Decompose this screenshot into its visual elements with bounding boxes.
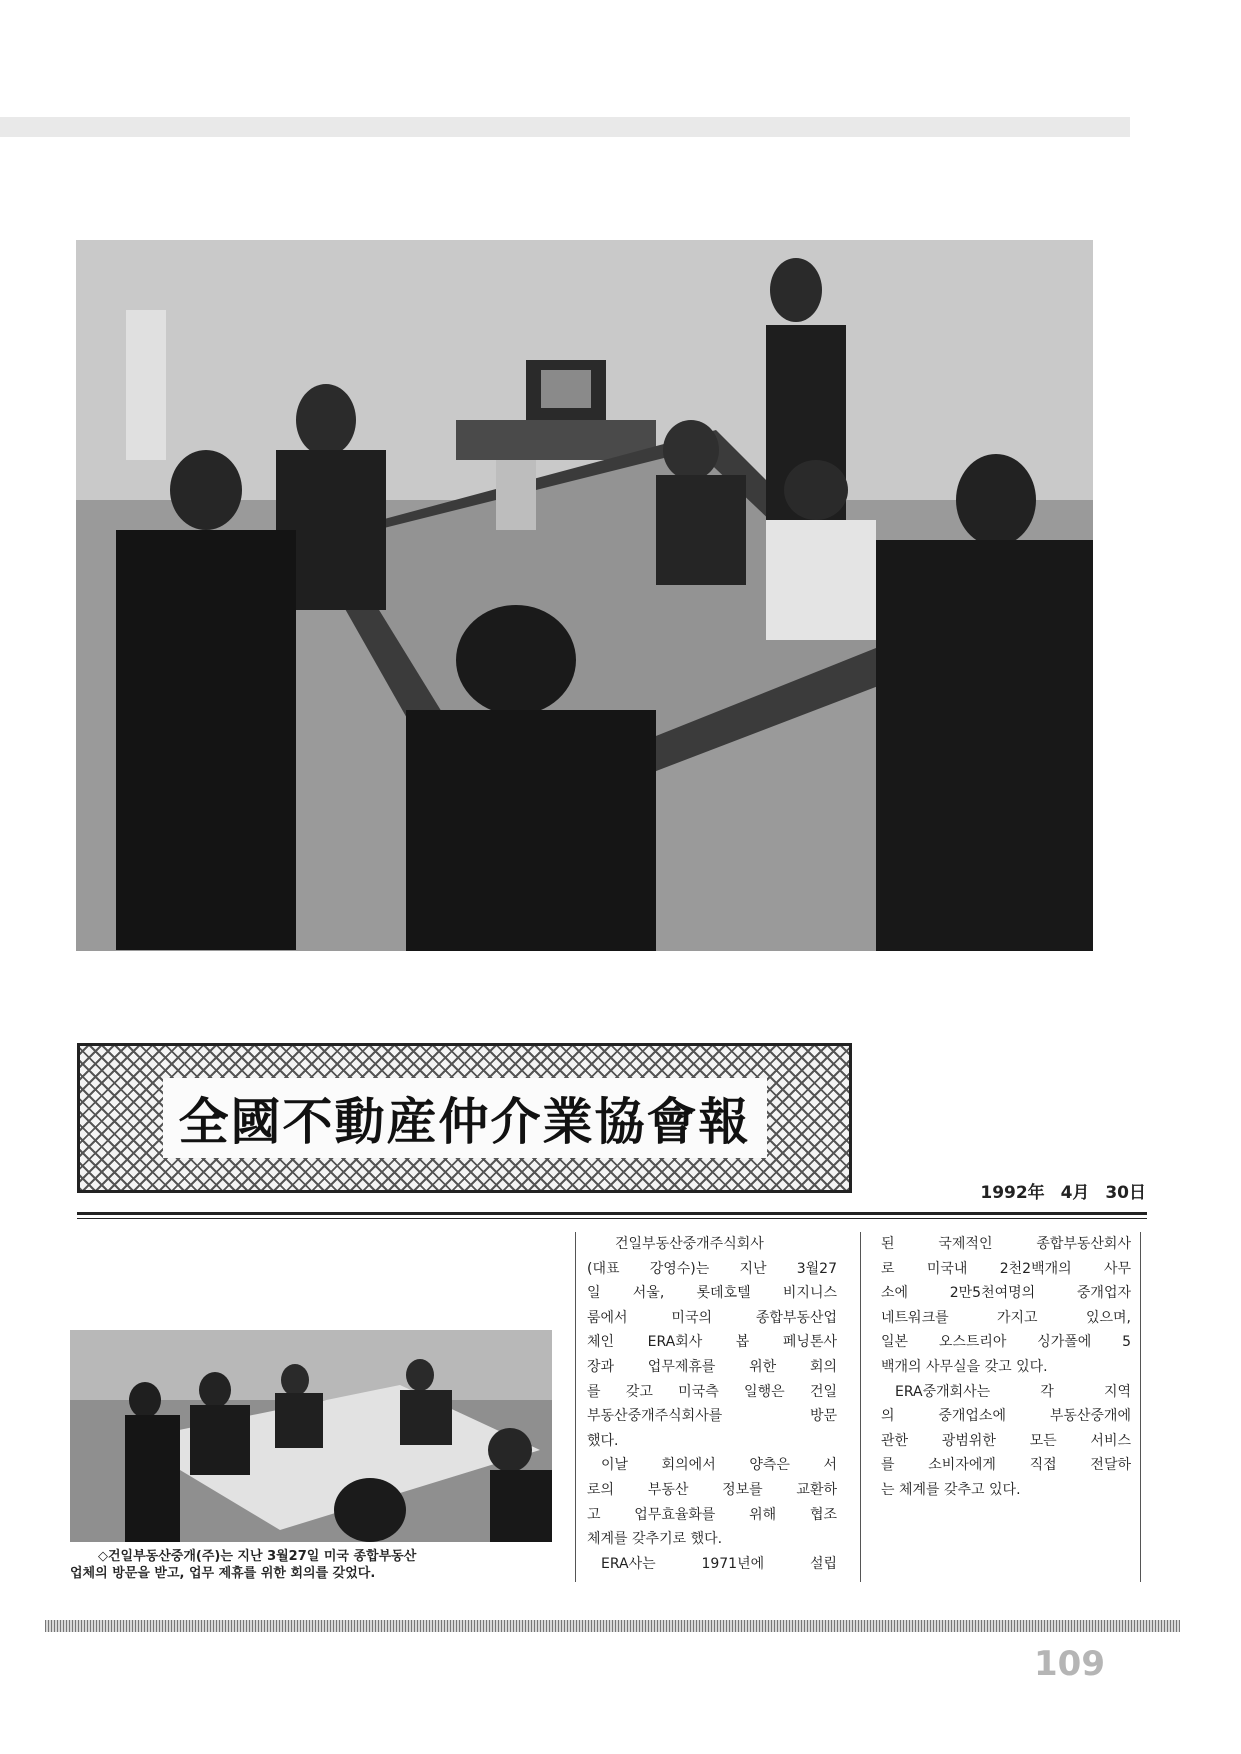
newspaper-masthead <box>77 1043 852 1193</box>
article-line: 백개의 사무실을 갖고 있다. <box>881 1358 1048 1375</box>
article-column-1 <box>587 1232 837 1576</box>
column-rule <box>575 1232 576 1582</box>
article-line: 된 국제적인 종합부동산회사 <box>881 1236 1131 1252</box>
article-line: 네트워크를 가지고 있으며, <box>881 1309 1131 1326</box>
bottom-pattern-band <box>45 1620 1180 1632</box>
header-rule <box>77 1212 1147 1215</box>
top-gray-band <box>0 117 1130 137</box>
article-line: 건일부동산중개주식회사 <box>615 1236 764 1252</box>
article-line: 를 소비자에게 직접 전달하 <box>881 1457 1131 1474</box>
article-line: 소에 2만5천여명의 중개업자 <box>881 1285 1131 1302</box>
header-rule-thin <box>77 1218 1147 1219</box>
issue-date: 1992年 4月 30日 <box>980 1183 1146 1203</box>
article-column-2 <box>881 1232 1131 1503</box>
article-line: 룸에서 미국의 종합부동산업 <box>587 1309 837 1326</box>
article-line: 로의 부동산 정보를 교환하 <box>587 1481 837 1498</box>
article-line: 체계를 갖추기로 했다. <box>587 1531 723 1548</box>
photo-caption <box>70 1548 566 1582</box>
article-line: ERA중개회사는 각 지역 <box>895 1383 1131 1400</box>
article-line: 장과 업무제휴를 위한 회의 <box>587 1358 837 1375</box>
meeting-photo-large <box>76 240 1093 951</box>
caption-line: 업체의 방문을 받고, 업무 제휴를 위한 회의를 갖었다. <box>70 1566 376 1581</box>
caption-line: ◇건일부동산중개(주)는 지난 3월27일 미국 종합부동산 <box>98 1549 417 1564</box>
newspaper-title: 全國不動産仲介業協會報 <box>163 1078 767 1158</box>
column-rule <box>860 1232 861 1582</box>
article-line: 체인 ERA회사 봅 페닝톤사 <box>587 1334 837 1351</box>
article-line: 의 중개업소에 부동산중개에 <box>881 1408 1131 1425</box>
column-rule <box>1140 1232 1141 1582</box>
article-line: 일 서울, 롯데호텔 비지니스 <box>587 1285 837 1302</box>
page-number: 109 <box>1034 1644 1105 1684</box>
article-line: 일본 오스트리아 싱가폴에 5 <box>881 1334 1131 1351</box>
meeting-photo-small-image <box>70 1330 552 1542</box>
article-line: 를 갖고 미국측 일행은 건일 <box>587 1383 837 1400</box>
article-line: ERA사는 1971년에 설립 <box>601 1555 837 1572</box>
article-line: 했다. <box>587 1432 619 1449</box>
article-line: 고 업무효율화를 위해 협조 <box>587 1506 837 1523</box>
article-line: 이날 회의에서 양측은 서 <box>601 1457 837 1474</box>
article-line: 는 체계를 갖추고 있다. <box>881 1481 1021 1498</box>
article-line: (대표 강영수)는 지난 3월27 <box>587 1260 837 1277</box>
article-line: 로 미국내 2천2백개의 사무 <box>881 1260 1131 1277</box>
article-line: 관한 광범위한 모든 서비스 <box>881 1432 1131 1449</box>
meeting-photo-small <box>70 1330 552 1542</box>
article-line: 부동산중개주식회사를 방문 <box>587 1408 837 1425</box>
meeting-photo-large-image <box>76 240 1093 951</box>
